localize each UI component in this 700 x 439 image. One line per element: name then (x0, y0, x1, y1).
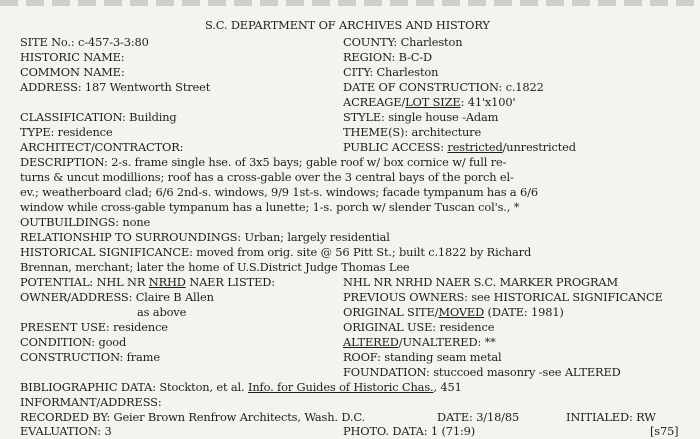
altered-option: ALTERED (343, 335, 399, 349)
lot-size-value: : 41'x100' (460, 95, 516, 109)
original-use: ORIGINAL USE: residence (343, 320, 495, 334)
lot-size-label: LOT SIZE (405, 95, 461, 109)
owner-address-line-2: as above (137, 305, 187, 319)
common-name: COMMON NAME: (20, 65, 125, 79)
department-header: S.C. DEPARTMENT OF ARCHIVES AND HISTORY (205, 18, 490, 32)
address: ADDRESS: 187 Wentworth Street (20, 80, 211, 94)
present-use: PRESENT USE: residence (20, 320, 168, 334)
unaltered-option: /UNALTERED: ** (398, 335, 496, 349)
owner-address: OWNER/ADDRESS: Claire B Allen (20, 290, 214, 304)
previous-owners: PREVIOUS OWNERS: see HISTORICAL SIGNIFICANCE (343, 290, 663, 304)
potential (20, 275, 275, 290)
county: COUNTY: Charleston (343, 35, 463, 49)
site-number: SITE No.: c-457-3-3:80 (20, 35, 149, 49)
architect-contractor: ARCHITECT/CONTRACTOR: (20, 140, 184, 154)
reference-code: [s75] (650, 424, 679, 438)
condition: CONDITION: good (20, 335, 127, 349)
photo-data: PHOTO. DATA: 1 (71:9) (343, 424, 476, 438)
city: CITY: Charleston (343, 65, 439, 79)
potential-label: POTENTIAL: NHL NR (20, 275, 149, 289)
outbuildings: OUTBUILDINGS: none (20, 215, 151, 229)
initialed: INITIALED: RW (566, 410, 656, 424)
foundation: FOUNDATION: stuccoed masonry -see ALTERED (343, 365, 621, 379)
moved-option: MOVED (438, 305, 485, 319)
moved-date: (DATE: 1981) (484, 305, 564, 319)
altered-unaltered (343, 335, 496, 350)
original-site-label: ORIGINAL SITE/ (343, 305, 439, 319)
bibliographic-label: BIBLIOGRAPHIC DATA: Stockton, et al. (20, 380, 248, 394)
bibliographic-title: Info. for Guides of Historic Chas. (247, 380, 434, 394)
listed-options: NHL NR NRHD NAER S.C. MARKER PROGRAM (343, 275, 618, 289)
region: REGION: B-C-D (343, 50, 433, 64)
nrhd-option: NRHD (148, 275, 186, 289)
public-access-label: PUBLIC ACCESS: (343, 140, 448, 154)
bibliographic-data (20, 380, 462, 395)
roof: ROOF: standing seam metal (343, 350, 502, 364)
description-line-2: turns & uncut modillions; roof has a cross-gable over the 3 central bays of the porch el- (20, 170, 514, 184)
acreage-label: ACREAGE/ (343, 95, 406, 109)
description-line-3: ev.; weatherboard clad; 6/6 2nd-s. windows, 9/9 1st-s. windows; facade tympanum has a 6/6 (20, 185, 538, 199)
listed-label: NAER LISTED: (185, 275, 275, 289)
record-date: DATE: 3/18/85 (437, 410, 520, 424)
historic-name: HISTORIC NAME: (20, 50, 125, 64)
acreage-lot-size (343, 95, 515, 110)
bibliographic-page: , 451 (433, 380, 462, 394)
date-of-construction: DATE OF CONSTRUCTION: c.1822 (343, 80, 544, 94)
construction: CONSTRUCTION: frame (20, 350, 160, 364)
informant-address: INFORMANT/ADDRESS: (20, 395, 162, 409)
original-site (343, 305, 564, 320)
relationship-to-surroundings: RELATIONSHIP TO SURROUNDINGS: Urban; largely residential (20, 230, 390, 244)
historical-significance-line-2: Brennan, merchant; later the home of U.S.District Judge Thomas Lee (20, 260, 410, 274)
style: STYLE: single house -Adam (343, 110, 499, 124)
historical-significance-line-1: HISTORICAL SIGNIFICANCE: moved from orig. site @ 56 Pitt St.; built c.1822 by Richard (20, 245, 532, 259)
unrestricted-option: /unrestricted (502, 140, 576, 154)
restricted-option: restricted (447, 140, 503, 154)
public-access (343, 140, 576, 155)
classification: CLASSIFICATION: Building (20, 110, 177, 124)
evaluation: EVALUATION: 3 (20, 424, 112, 438)
description-line-4: window while cross-gable tympanum has a lunette; 1-s. porch w/ slender Tuscan col's., * (20, 200, 520, 214)
description-line-1: DESCRIPTION: 2-s. frame single hse. of 3x5 bays; gable roof w/ box cornice w/ full re- (20, 155, 507, 169)
top-cut-edge (0, 0, 700, 6)
type: TYPE: residence (20, 125, 113, 139)
recorded-by: RECORDED BY: Geier Brown Renfrow Architects, Wash. D.C. (20, 410, 366, 424)
themes: THEME(S): architecture (343, 125, 482, 139)
